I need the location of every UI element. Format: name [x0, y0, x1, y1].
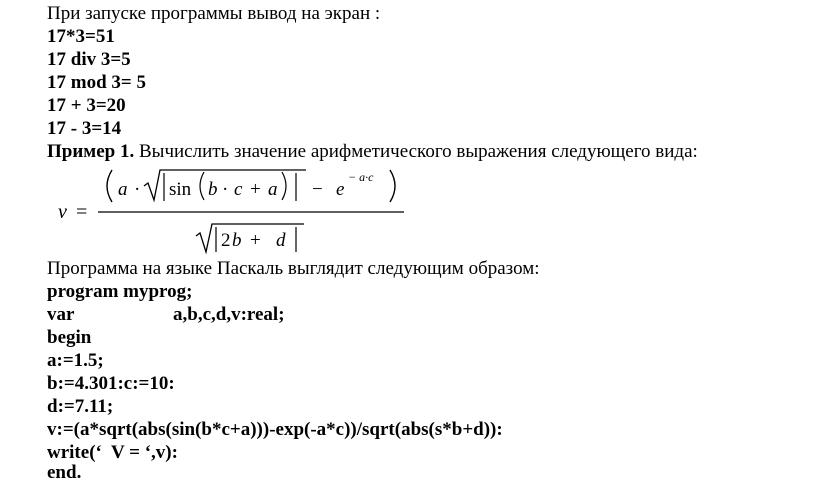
output-line: 17 div 3=5 — [47, 49, 131, 70]
code-line: v:=(a*sqrt(abs(sin(b*c+a)))-exp(-a*c))/sqrt(abs(s*b+d)): — [47, 419, 503, 440]
formula-d: d — [276, 230, 286, 251]
pascal-intro: Программа на языке Паскаль выглядит следующим образом: — [47, 258, 540, 279]
formula-exponent: − a·c — [348, 170, 374, 184]
example-text: Вычислить значение арифметического выражения следующего вида: — [134, 141, 698, 162]
open-paren — [107, 170, 112, 202]
formula-plus: + — [250, 230, 261, 251]
sin-close-paren — [282, 172, 286, 200]
formula-eq: = — [76, 201, 88, 223]
formula-plus: + — [250, 179, 261, 200]
formula-svg — [56, 166, 416, 258]
formula-b: b — [208, 179, 218, 200]
var-list: a,b,c,d,v:real; — [173, 304, 285, 325]
formula-sin: sin — [169, 179, 192, 200]
code-line: a:=1.5; — [47, 350, 104, 371]
code-line-var — [47, 303, 285, 326]
code-line: end. — [47, 462, 82, 483]
example-heading — [47, 140, 698, 163]
close-paren — [390, 170, 395, 202]
example-label: Пример 1. — [47, 141, 135, 162]
formula-dot: · — [134, 179, 141, 200]
formula — [56, 166, 416, 258]
formula-two: 2 — [221, 230, 231, 251]
formula-e: e — [336, 179, 345, 200]
output-line: 17 - 3=14 — [47, 118, 122, 139]
code-line: write(‘ V = ‘,v): — [47, 442, 178, 463]
formula-b: b — [232, 230, 242, 251]
formula-c: c — [234, 179, 243, 200]
code-line: b:=4.301:c:=10: — [47, 373, 175, 394]
output-line: 17 mod 3= 5 — [47, 72, 146, 93]
formula-dot: · — [222, 179, 229, 200]
code-line: d:=7.11; — [47, 396, 114, 417]
output-line: 17*3=51 — [47, 26, 115, 47]
formula-a: a — [268, 179, 278, 200]
formula-minus: − — [312, 179, 323, 200]
code-line: begin — [47, 327, 92, 348]
var-keyword: var — [47, 304, 75, 325]
formula-lhs: v — [58, 201, 67, 223]
formula-a: a — [118, 179, 128, 200]
code-line: program myprog; — [47, 281, 193, 302]
intro-text: При запуске программы вывод на экран : — [47, 3, 381, 24]
sin-open-paren — [200, 172, 204, 200]
output-line: 17 + 3=20 — [47, 95, 126, 116]
